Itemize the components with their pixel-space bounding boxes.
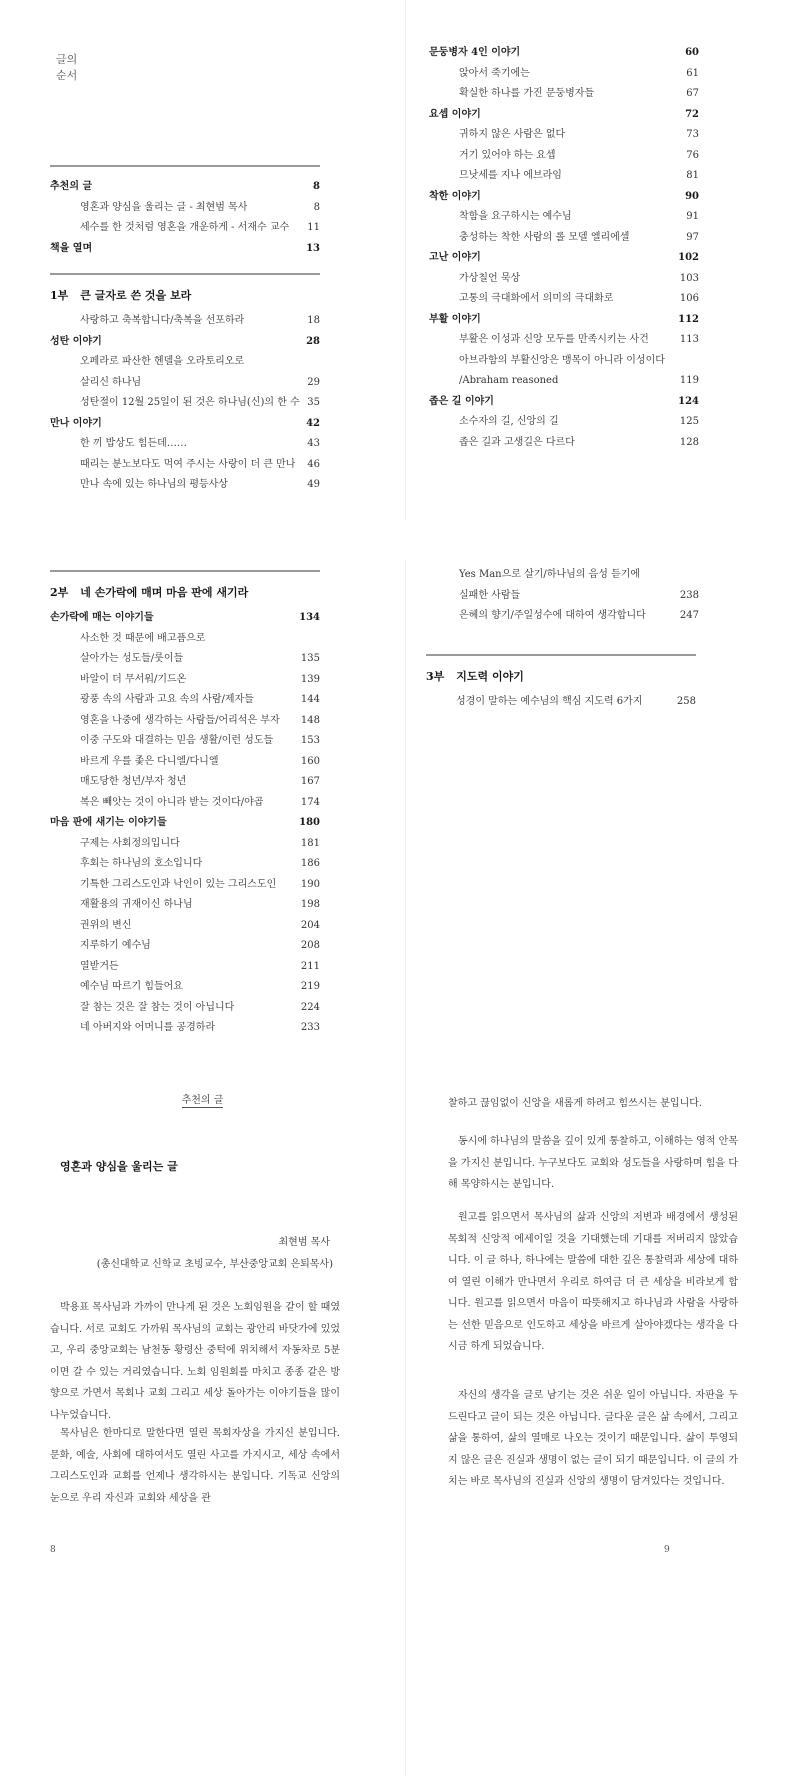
part-3-title: [426, 666, 696, 688]
toc-entry: [50, 434, 320, 455]
toc-entry-page: 128: [679, 436, 699, 448]
body-spread: [0, 1005, 810, 1775]
paragraph: 자신의 생각을 글로 남기는 것은 쉬운 일이 아닙니다. 자판을 두드린다고 글이 되는 것은 아닙니다. 글다운 글은 삶 속에서, 그리고 삶을 통하여, 삶의 열매로 나오는 것이기 때문입니다. 삶이 투영되지 않은 글은 진실과 생명이 없는 글이 되기 때문입니다. 이 글의 가치는 바로 목사님의 진실과 신앙의 생명이 담겨있다는 것입니다.: [448, 1390, 738, 1487]
paragraph: 동시에 하나님의 말씀을 깊이 있게 통찰하고, 이해하는 영적 안목을 가지신 분입니다. 누구보다도 교회와 성도들을 사랑하며 힘을 다해 목양하시는 분입니다.: [448, 1136, 738, 1190]
toc-section-entry: [50, 813, 320, 834]
toc-entry: [50, 352, 320, 373]
toc-entry-page: 219: [300, 981, 320, 992]
toc-entry-page: 233: [300, 1022, 320, 1033]
toc-entry: [429, 606, 699, 627]
toc-entry-title: 충성하는 착한 사람의 롤 모델 엘리에셀: [459, 231, 630, 243]
toc-entry-page: 148: [300, 714, 320, 726]
toc-entry-title: 광풍 속의 사람과 고요 속의 사람/제자들: [80, 694, 254, 705]
toc-entry: [429, 166, 699, 187]
toc-entry-page: 153: [300, 735, 320, 746]
toc-entry-title: 착한 이야기: [429, 190, 481, 202]
toc-entry-title: 가상칠언 묵상: [459, 272, 521, 284]
toc-entry-title: 성탄 이야기: [50, 335, 102, 347]
toc-entry: [429, 433, 699, 454]
toc-entry-title: 앉아서 죽기에는: [459, 67, 530, 79]
toc-entry-page: 160: [300, 755, 320, 767]
toc-entry-page: 8: [313, 181, 320, 192]
toc-entry-title: 만나 이야기: [50, 417, 102, 429]
toc-entry-title: 권위의 변신: [80, 919, 132, 931]
toc-entry: [50, 629, 320, 650]
essay-title: 영혼과 양심을 울리는 글: [60, 1160, 178, 1173]
toc-entry: [50, 475, 320, 496]
toc-entry: [50, 875, 320, 896]
toc-entry: [50, 311, 320, 332]
toc-section-entry: [50, 239, 320, 260]
toc-entry: [429, 330, 699, 351]
toc-section-entry: [50, 608, 320, 629]
toc-section-entry: [429, 105, 699, 126]
toc-entry-page: 124: [678, 395, 699, 407]
toc-entry-page: 13: [306, 242, 320, 254]
toc-entry-title: Yes Man으로 살기/하나님의 음성 듣기에: [459, 569, 641, 580]
toc-entry: [429, 412, 699, 433]
toc-entry-title: 고난 이야기: [429, 252, 481, 263]
toc-entry-title: 마음 판에 새기는 이야기들: [50, 817, 167, 828]
toc-entry-page: 186: [300, 858, 320, 869]
toc-section-entry: [50, 414, 320, 435]
toc-entry-title: 지루하기 예수님: [80, 940, 151, 951]
toc-page-left-1: [0, 0, 405, 520]
toc-entry-title: 세수를 한 것처럼 영혼을 개운하게 - 서재수 교수: [80, 222, 290, 233]
paragraph: 원고를 읽으면서 목사님의 삶과 신앙의 저변과 배경에서 생성된 목회적 신앙적 에세이일 것을 기대했는데 기대를 저버리지 않았습니다. 이 글 하나, 하나에는 말씀에 대한 깊은 통찰력과 세상에 대하여 열린 이해가 만나면서 우리로 하여금 더 큰 세상을 비라보게 합니다. 원고를 읽으면서 마음이 따뜻해지고 하나님과 사람을 사랑하는 선한 믿음으로 인도하고 세상을 바르게 살아야겠다는 생각을 다시금 하게 되었습니다.: [448, 1212, 738, 1352]
divider: [50, 273, 320, 275]
toc-entry: [50, 455, 320, 476]
toc-entry-page: 42: [306, 417, 320, 429]
paragraph: 찰하고 끊임없이 신앙을 새롭게 하려고 힘쓰시는 분입니다.: [448, 1098, 703, 1109]
toc-entry-page: 174: [300, 796, 320, 808]
toc-entry-title: 책을 열며: [50, 242, 93, 254]
toc-entry: [429, 565, 699, 586]
toc-entry: [429, 269, 699, 290]
toc-entry-page: 224: [300, 1001, 320, 1013]
page-number: 8: [50, 1545, 56, 1555]
toc-entry-title: 재활용의 귀재이신 하나님: [80, 899, 193, 910]
toc-section-entry: [429, 248, 699, 269]
toc-entry-page: 49: [307, 479, 320, 490]
toc-entry-page: 106: [679, 293, 699, 304]
toc-entry-title: 거기 있어야 하는 요셉: [459, 149, 556, 161]
toc-entry-title: 매도당한 청년/부자 청년: [80, 776, 187, 787]
author-affiliation: (총신대학교 신학교 초빙교수, 부산중앙교회 은퇴목사): [96, 1259, 333, 1270]
toc-entry: [429, 146, 699, 167]
toc-entry-title: 성탄절이 12월 25일이 된 것은 하나님(신)의 한 수: [80, 397, 300, 408]
toc-entry: [50, 834, 320, 855]
toc-entry-title: 살리신 하나님: [80, 376, 142, 388]
toc-entry-page: 67: [686, 88, 699, 99]
toc-entry: [50, 752, 320, 773]
toc-page-right-2: [405, 560, 810, 1030]
toc-entry-page: 73: [686, 129, 699, 140]
toc-entry-page: 167: [300, 776, 320, 787]
toc-entry: [50, 977, 320, 998]
toc-entry-title: 귀하지 않은 사람은 없다: [459, 129, 566, 140]
toc-entry: [50, 793, 320, 814]
toc-entry-title: 영혼을 나중에 생각하는 사람들/어리석은 부자: [80, 714, 280, 726]
toc-entry-title: 오페라로 파산한 헨델을 오라토리오로: [80, 356, 245, 367]
toc-entry-title: 손가락에 매는 이야기들: [50, 612, 154, 623]
paragraph: 목사님은 한마디로 말한다면 열린 목회자상을 가지신 분입니다. 문화, 예술, 사회에 대하여서도 열린 사고를 가지시고, 세상 속에서 그리스도인과 교회를 언제나 생각하시는 분입니다. 기독교 신앙의 눈으로 우리 자신과 교회와 세상을 관: [50, 1428, 340, 1504]
toc-entry-page: 60: [685, 47, 699, 58]
toc-entry-title: 추천의 글: [50, 181, 93, 192]
divider: [426, 654, 696, 656]
toc-entry-title: 이중 구도와 대결하는 믿음 생활/이런 성도들: [80, 735, 274, 746]
divider: [50, 570, 320, 572]
author-name: 최현범 목사: [278, 1237, 330, 1248]
toc-entry-page: 35: [307, 397, 320, 408]
toc-entry-title: 좁은 길 이야기: [429, 395, 494, 407]
toc-entry-page: 103: [679, 272, 699, 284]
toc-entry: [429, 586, 699, 607]
toc-entry-title: 사랑하고 축복합니다/축복을 선포하라: [80, 315, 245, 326]
part-1-title: [50, 285, 320, 307]
toc-entry-title: 예수님 따르기 힘들어요: [80, 981, 183, 992]
paragraph: 박용표 목사님과 가까이 만나게 된 것은 노회임원을 같이 할 때였습니다. 서로 교회도 가까워 목사님의 교회는 광안리 바닷가에 있었고, 우리 중앙교회는 남천동 황령산 중턱에 위치해서 자동차로 5분이면 갈 수 있는 거리였습니다. 노회 임원회를 마치고 종종 같은 방향으로 가면서 목회나 교회 그리고 세상 돌아가는 이야기들을 많이 나누었습니다.: [50, 1302, 340, 1421]
toc-entry: [429, 64, 699, 85]
toc-entry: [50, 711, 320, 732]
toc-front-matter: [50, 165, 320, 259]
toc-entry-page: 102: [678, 252, 699, 263]
toc-entry-page: 134: [299, 612, 320, 623]
toc-entry: [50, 690, 320, 711]
toc-entry-title: 실패한 사람들: [459, 589, 521, 601]
toc-entry-page: 113: [679, 334, 699, 345]
toc-entry-title: 사소한 것 때문에 배고픔으로: [80, 632, 206, 644]
toc-entry: [50, 895, 320, 916]
toc-entry: [426, 692, 696, 713]
toc-entry-title: 네 아버지와 어머니를 공경하라: [80, 1022, 216, 1033]
toc-entry-title: 열받거든: [80, 960, 119, 972]
toc-entry: [429, 207, 699, 228]
toc-entry-title: 복은 빼앗는 것이 아니라 받는 것이다/야곱: [80, 796, 264, 808]
toc-entry-page: 8: [313, 201, 320, 213]
toc-entry-title: 잘 참는 것은 잘 참는 것이 아닙니다: [80, 1001, 235, 1013]
toc-entry-title: 성경이 말하는 예수님의 핵심 지도력 6가지: [456, 696, 643, 707]
toc-heading: 글의 순서: [56, 53, 78, 82]
toc-entry: [50, 936, 320, 957]
toc-entry: [50, 393, 320, 414]
toc-entry-page: 91: [686, 211, 699, 222]
toc-entry: [50, 916, 320, 937]
page-8: [0, 1005, 405, 1775]
toc-entry: [50, 731, 320, 752]
toc-spread-1: [0, 0, 810, 520]
toc-spread-2: [0, 560, 810, 1033]
toc-entry-title: 부활 이야기: [429, 313, 481, 325]
toc-entry-page: 208: [300, 940, 320, 951]
page-number: 9: [664, 1545, 670, 1555]
toc-section-entry: [429, 392, 699, 413]
toc-entry-title: 문둥병자 4인 이야기: [429, 47, 521, 58]
toc-entry-title: 기특한 그리스도인과 낙인이 있는 그리스도인: [80, 878, 277, 890]
part-name: 네 손가락에 매며 마음 판에 새기라: [80, 586, 249, 599]
toc-part-2: [50, 570, 320, 1039]
toc-entry-page: 11: [307, 222, 320, 233]
toc-entry-page: 135: [300, 653, 320, 664]
toc-entry-page: 258: [676, 696, 696, 707]
part-2-title: [50, 582, 320, 604]
toc-entry-title: 은혜의 향기/주일성수에 대하여 생각합니다: [459, 610, 646, 621]
toc-entry-title: 고통의 극대화에서 의미의 극대화로: [459, 293, 614, 304]
toc-entry-title: 영혼과 양심을 울리는 글 - 최현범 목사: [80, 201, 248, 213]
toc-entry: [50, 772, 320, 793]
toc-section-entry: [429, 310, 699, 331]
toc-entry-title: 확실한 하나를 가진 문둥병자들: [459, 88, 595, 99]
toc-page-left-2: [0, 560, 405, 1033]
toc-entry-title: 소수자의 길, 신앙의 길: [459, 416, 559, 427]
toc-entry-page: 97: [686, 231, 699, 243]
toc-entry: [50, 198, 320, 219]
toc-entry-title: 므낫세를 지나 에브라임: [459, 170, 562, 181]
toc-entry-page: 238: [679, 589, 699, 601]
toc-part-1-cont: [429, 43, 699, 453]
toc-entry-page: 139: [300, 673, 320, 685]
toc-entry: [429, 289, 699, 310]
toc-entry: [429, 84, 699, 105]
toc-entry-page: 247: [679, 610, 699, 621]
part-number: 2부: [50, 586, 69, 599]
toc-entry-page: 125: [679, 416, 699, 427]
toc-entry-page: 190: [300, 878, 320, 890]
toc-part-1: [50, 273, 320, 496]
toc-section-entry: [429, 43, 699, 64]
toc-entry: [50, 957, 320, 978]
toc-entry-page: 72: [685, 108, 699, 120]
toc-entry-page: 180: [299, 817, 320, 828]
toc-entry-title: 후회는 하나님의 호소입니다: [80, 858, 203, 869]
toc-entry: [50, 218, 320, 239]
toc-entry: [50, 649, 320, 670]
toc-entry-page: 43: [307, 438, 320, 449]
toc-entry-page: 211: [300, 960, 320, 972]
toc-entry-title: 한 끼 밥상도 힘든데……: [80, 438, 187, 449]
toc-entry: [429, 351, 699, 372]
toc-entry-title: 때리는 분노보다도 먹여 주시는 사랑이 더 큰 만나: [80, 458, 296, 470]
part-number: 1부: [50, 289, 69, 302]
toc-entry-page: 204: [300, 919, 320, 931]
toc-entry-page: 90: [685, 190, 699, 202]
toc-entry-title: 아브라함의 부활신앙은 맹목이 아니라 이성이다: [459, 354, 665, 366]
toc-entry-title: 바알이 더 무서워/기드온: [80, 673, 187, 685]
toc-entry-page: 29: [307, 376, 320, 388]
toc-entry: [50, 854, 320, 875]
toc-entry-page: 144: [300, 694, 320, 705]
divider: [50, 165, 320, 167]
toc-entry: [50, 670, 320, 691]
toc-entry-title: /Abraham reasoned: [459, 375, 559, 386]
toc-entry-page: 181: [300, 837, 320, 849]
toc-entry-title: 부활은 이성과 신앙 모두를 만족시키는 사건: [459, 334, 649, 345]
page-9: [405, 1005, 810, 1775]
toc-page-right-1: [405, 0, 810, 520]
toc-part-2-cont: [429, 565, 699, 627]
toc-entry-title: 살아가는 성도들/룻이들: [80, 653, 184, 664]
toc-entry-page: 18: [307, 315, 320, 326]
toc-entry-title: 요셉 이야기: [429, 108, 481, 120]
toc-part-3: [426, 654, 696, 713]
toc-entry: [429, 228, 699, 249]
toc-entry-page: 81: [686, 170, 699, 181]
toc-entry: [50, 373, 320, 394]
toc-entry-page: 61: [686, 67, 699, 79]
toc-entry: [429, 125, 699, 146]
section-heading: 추천의 글: [181, 1095, 224, 1106]
part-name: 지도력 이야기: [456, 670, 524, 683]
part-name: 큰 글자로 쓴 것을 보라: [80, 289, 192, 302]
toc-entry-title: 만나 속에 있는 하나님의 평등사상: [80, 479, 228, 490]
toc-entry-page: 198: [300, 899, 320, 910]
toc-section-entry: [50, 332, 320, 353]
toc-section-entry: [50, 177, 320, 198]
toc-section-entry: [429, 187, 699, 208]
toc-entry: [429, 371, 699, 392]
part-number: 3부: [426, 670, 445, 683]
toc-entry-title: 좁은 길과 고생길은 다르다: [459, 436, 575, 448]
toc-entry-title: 구제는 사회정의입니다: [80, 837, 180, 849]
toc-entry-page: 119: [679, 375, 699, 386]
toc-entry-page: 46: [307, 458, 320, 470]
toc-entry-page: 112: [678, 313, 699, 325]
toc-entry-page: 28: [306, 335, 320, 347]
toc-entry-page: 76: [686, 149, 699, 161]
toc-entry-title: 바르게 우를 좇은 다니엘/다니엘: [80, 755, 219, 767]
toc-entry-title: 착함을 요구하시는 예수님: [459, 211, 572, 222]
